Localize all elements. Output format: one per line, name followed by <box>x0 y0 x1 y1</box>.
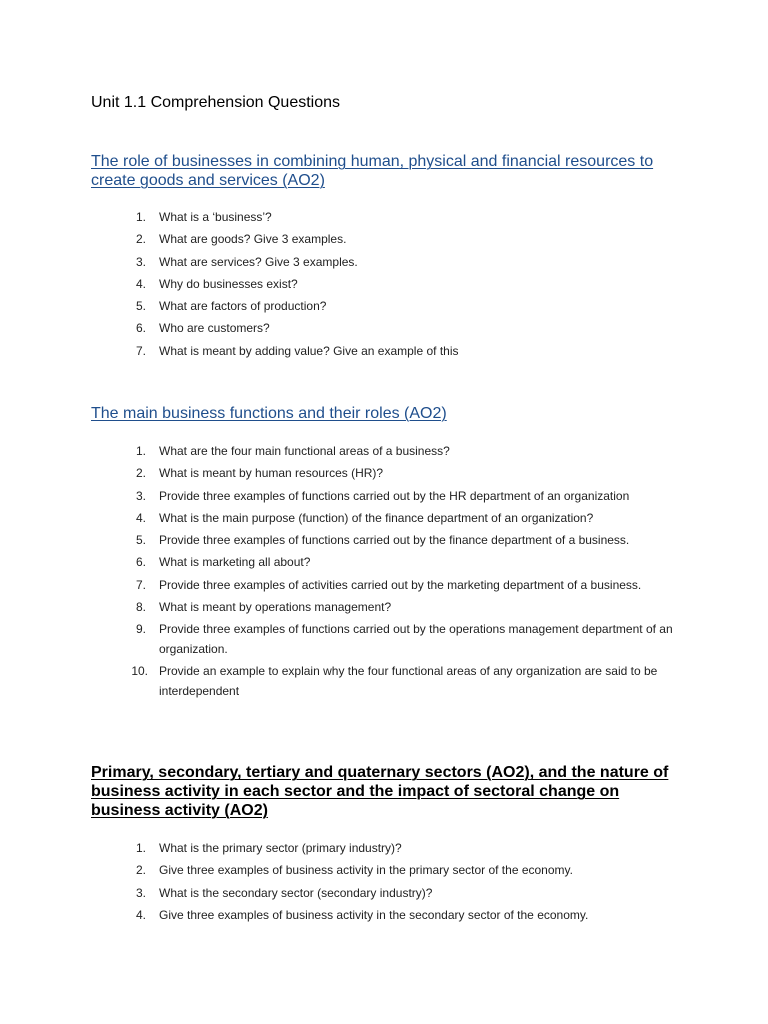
list-item: 2. What are goods? Give 3 examples. <box>135 232 347 247</box>
list-item: 7. Provide three examples of activities carried out by the marketing department of a business. <box>135 577 642 592</box>
list-item: 1. What are the four main functional areas of a business? <box>135 444 450 458</box>
question-text: What are the four main functional areas of a business? <box>159 444 450 458</box>
list-item: 10. Provide an example to explain why the four functional areas of any organization are said to be interdependent <box>131 664 658 698</box>
question-list-economic-sectors <box>0 839 679 928</box>
list-item: 8. What is meant by operations management? <box>135 600 392 615</box>
section-heading-economic-sectors: Primary, secondary, tertiary and quaternary sectors (AO2), and the nature of business activity in each sector and the impact of sectoral change on business activity (AO2) <box>91 764 669 819</box>
question-text: What are goods? Give 3 examples. <box>159 232 347 247</box>
list-item: 3. Provide three examples of functions carried out by the HR department of an organization <box>135 488 630 503</box>
question-text: What is the secondary sector (secondary industry)? <box>159 885 433 900</box>
question-text: What is the primary sector (primary industry)? <box>159 841 402 855</box>
question-text: Provide three examples of functions carried out by the finance department of a business. <box>159 533 630 548</box>
question-text: What is the main purpose (function) of the finance department of an organization? <box>159 510 594 525</box>
list-item: 3. What is the secondary sector (secondary industry)? <box>135 885 433 900</box>
list-item: 4. Give three examples of business activity in the secondary sector of the economy. <box>135 907 589 922</box>
list-item: 1. What is a ‘business’? <box>135 210 272 224</box>
question-text: What is meant by human resources (HR)? <box>159 466 384 481</box>
list-item: 4. What is the main purpose (function) of the finance department of an organization? <box>135 510 594 525</box>
question-text: Give three examples of business activity in the secondary sector of the economy. <box>159 907 589 922</box>
question-text: What is a ‘business’? <box>159 210 272 224</box>
question-text: Provide three examples of functions carried out by the HR department of an organization <box>159 488 630 503</box>
question-text: What are factors of production? <box>159 299 327 314</box>
question-list-business-role <box>0 208 679 364</box>
section-heading-business-role: The role of businesses in combining human, physical and financial resources to create goods and services (AO2) <box>91 153 654 189</box>
question-text: What is marketing all about? <box>159 555 311 570</box>
page-title: Unit 1.1 Comprehension Questions <box>91 94 341 111</box>
question-text: Give three examples of business activity in the primary sector of the economy. <box>159 863 573 878</box>
question-text: Provide three examples of functions carried out by the operations management department of an organization. <box>159 622 673 656</box>
list-item: 7. What is meant by adding value? Give an example of this <box>135 343 459 358</box>
list-item: 4. Why do businesses exist? <box>135 276 298 291</box>
list-item: 5. What are factors of production? <box>135 299 327 314</box>
question-text: Why do businesses exist? <box>159 276 298 291</box>
question-text: What are services? Give 3 examples. <box>159 254 358 269</box>
list-item: 3. What are services? Give 3 examples. <box>135 254 358 269</box>
list-item: 6. Who are customers? <box>135 321 270 336</box>
list-item: 6. What is marketing all about? <box>135 555 311 570</box>
question-list-business-functions <box>0 442 679 704</box>
question-text: Who are customers? <box>159 321 270 336</box>
list-item: 2. Give three examples of business activity in the primary sector of the economy. <box>135 863 573 878</box>
list-item: 1. What is the primary sector (primary industry)? <box>135 841 402 855</box>
question-text: Provide an example to explain why the four functional areas of any organization are said to be interdependent <box>159 664 658 698</box>
list-item: 9. Provide three examples of functions carried out by the operations management department of an organization. <box>135 622 673 656</box>
list-item: 5. Provide three examples of functions carried out by the finance department of a business. <box>135 533 630 548</box>
question-text: What is meant by operations management? <box>159 600 392 615</box>
list-item: 2. What is meant by human resources (HR)? <box>135 466 384 481</box>
question-text: What is meant by adding value? Give an example of this <box>159 343 459 358</box>
section-heading-business-functions: The main business functions and their roles (AO2) <box>91 405 447 422</box>
question-text: Provide three examples of activities carried out by the marketing department of a business. <box>159 577 642 592</box>
